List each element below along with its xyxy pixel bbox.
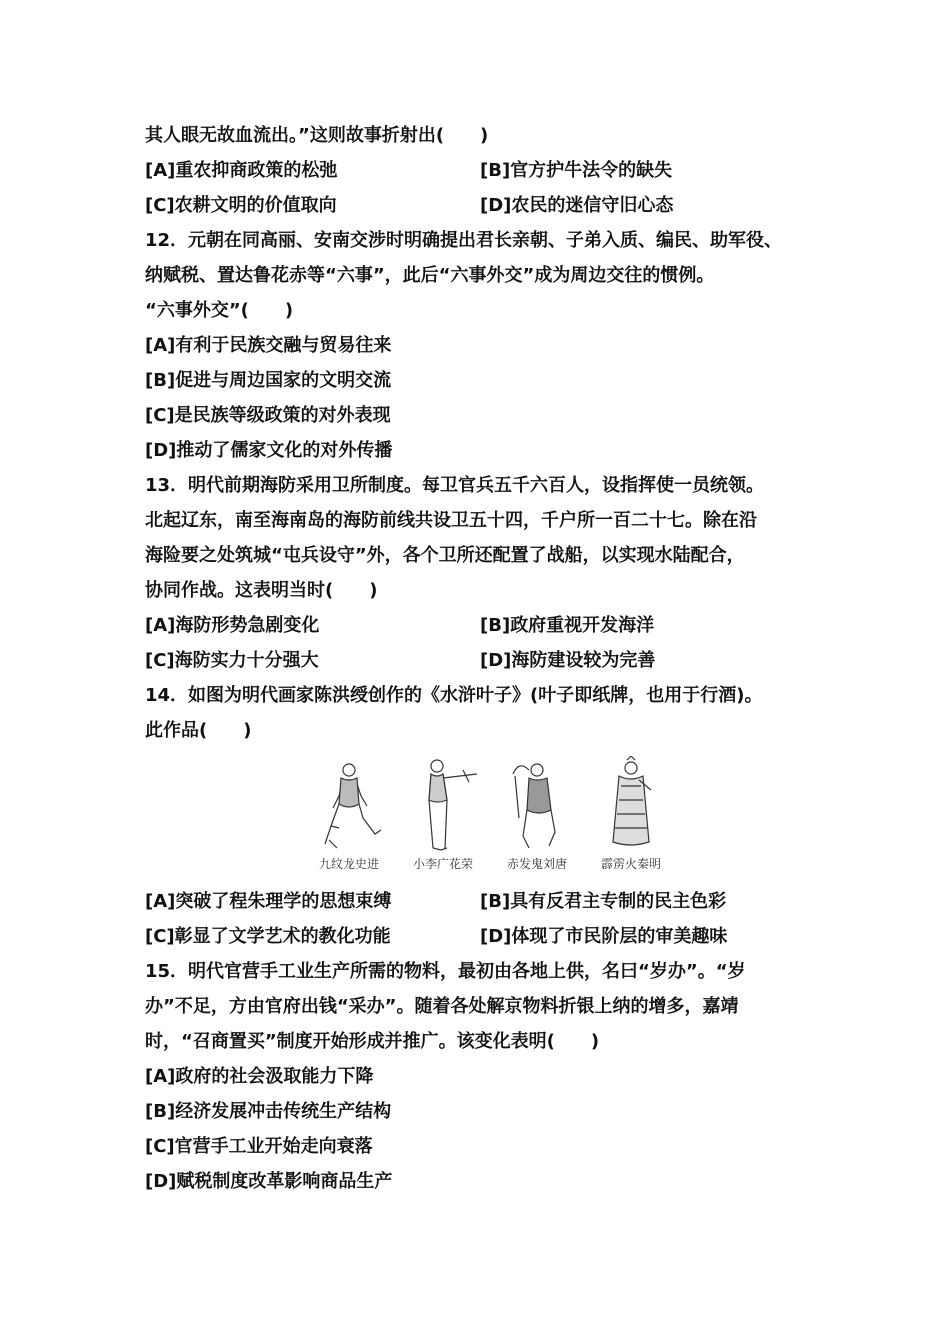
q12-stem-line-1: 12．元朝在同高丽、安南交涉时明确提出君长亲朝、子弟入质、编民、助军役、 [145, 230, 783, 251]
q13-stem-line-4: 协同作战。这表明当时( ) [145, 580, 378, 601]
q13-stem-line-3: 海险要之处筑城“屯兵设守”外，各个卫所还配置了战船，以实现水陆配合， [145, 545, 745, 566]
general-illustration-icon [591, 756, 671, 856]
q11-options-row-1 [145, 153, 835, 188]
q13-option-c[interactable]: [C]海防实力十分强大 [145, 650, 319, 671]
q12-option-a[interactable]: [A]有利于民族交融与贸易往来 [145, 335, 392, 356]
q15-option-c[interactable]: [C]官营手工业开始走向衰落 [145, 1136, 373, 1157]
q13-option-d[interactable]: [D]海防建设较为完善 [480, 650, 656, 671]
q14-option-c[interactable]: [C]彰显了文学艺术的教化功能 [145, 926, 391, 947]
figure-huarong [396, 756, 490, 880]
shuihu-yezi-figure [145, 756, 835, 880]
q13-options-row-2 [145, 643, 835, 678]
q13-stem-line-1: 13．明代前期海防采用卫所制度。每卫官兵五千六百人，设指挥使一员统领。 [145, 475, 765, 496]
figure-shijin [302, 756, 396, 880]
q12-stem-line-2: 纳赋税、置达鲁花赤等“六事”，此后“六事外交”成为周边交往的惯例。 [145, 265, 715, 286]
q11-option-c[interactable]: [C]农耕文明的价值取向 [145, 195, 337, 216]
q14-stem-line-2: 此作品( ) [145, 720, 252, 741]
q14-options-row-2 [145, 919, 835, 954]
q11-option-d[interactable]: [D]农民的迷信守旧心态 [480, 195, 674, 216]
q15-option-d[interactable]: [D]赋税制度改革影响商品生产 [145, 1171, 393, 1192]
q14-stem-line-1: 14．如图为明代画家陈洪绶创作的《水浒叶子》(叶子即纸牌，也用于行酒)。 [145, 685, 763, 706]
q14-options-row-1 [145, 884, 835, 919]
figure-qinming [584, 756, 678, 880]
q15-stem-line-2: 办”不足，方由官府出钱“采办”。随着各处解京物料折银上纳的增多，嘉靖 [145, 996, 739, 1017]
q14-option-a[interactable]: [A]突破了程朱理学的思想束缚 [145, 891, 392, 912]
q11-stem: 其人眼无故血流出。”这则故事折射出( ) [145, 125, 489, 146]
q14-option-d[interactable]: [D]体现了市民阶层的审美趣味 [480, 926, 728, 947]
q11-options-row-2 [145, 188, 835, 223]
q15-option-b[interactable]: [B]经济发展冲击传统生产结构 [145, 1101, 392, 1122]
figure-caption: 霹雳火秦明 [600, 857, 661, 871]
q11-option-b[interactable]: [B]官方护牛法令的缺失 [480, 160, 673, 181]
figure-caption: 赤发鬼刘唐 [506, 857, 567, 871]
archer-illustration-icon [403, 756, 483, 856]
q15-stem-line-3: 时，“召商置买”制度开始形成并推广。该变化表明( ) [145, 1031, 600, 1052]
document-page [145, 118, 835, 1199]
figure-liutang [490, 756, 584, 880]
q13-option-a[interactable]: [A]海防形势急剧变化 [145, 615, 320, 636]
q15-stem-line-1: 15．明代官营手工业生产所需的物料，最初由各地上供，名曰“岁办”。“岁 [145, 961, 746, 982]
q13-stem-line-2: 北起辽东，南至海南岛的海防前线共设卫五十四，千户所一百二十七。除在沿 [145, 510, 757, 531]
figure-caption: 小李广花荣 [412, 857, 473, 871]
q15-option-a[interactable]: [A]政府的社会汲取能力下降 [145, 1066, 374, 1087]
q12-stem-line-3: “六事外交”( ) [145, 300, 294, 321]
figure-caption: 九纹龙史进 [318, 857, 379, 871]
q13-option-b[interactable]: [B]政府重视开发海洋 [480, 615, 655, 636]
q11-option-a[interactable]: [A]重农抑商政策的松弛 [145, 160, 338, 181]
q14-option-b[interactable]: [B]具有反君主专制的民主色彩 [480, 891, 727, 912]
q12-option-b[interactable]: [B]促进与周边国家的文明交流 [145, 370, 392, 391]
q12-option-d[interactable]: [D]推动了儒家文化的对外传播 [145, 440, 393, 461]
warrior-illustration-icon [497, 756, 577, 856]
warrior-illustration-icon [309, 756, 389, 856]
q13-options-row-1 [145, 608, 835, 643]
q12-option-c[interactable]: [C]是民族等级政策的对外表现 [145, 405, 391, 426]
